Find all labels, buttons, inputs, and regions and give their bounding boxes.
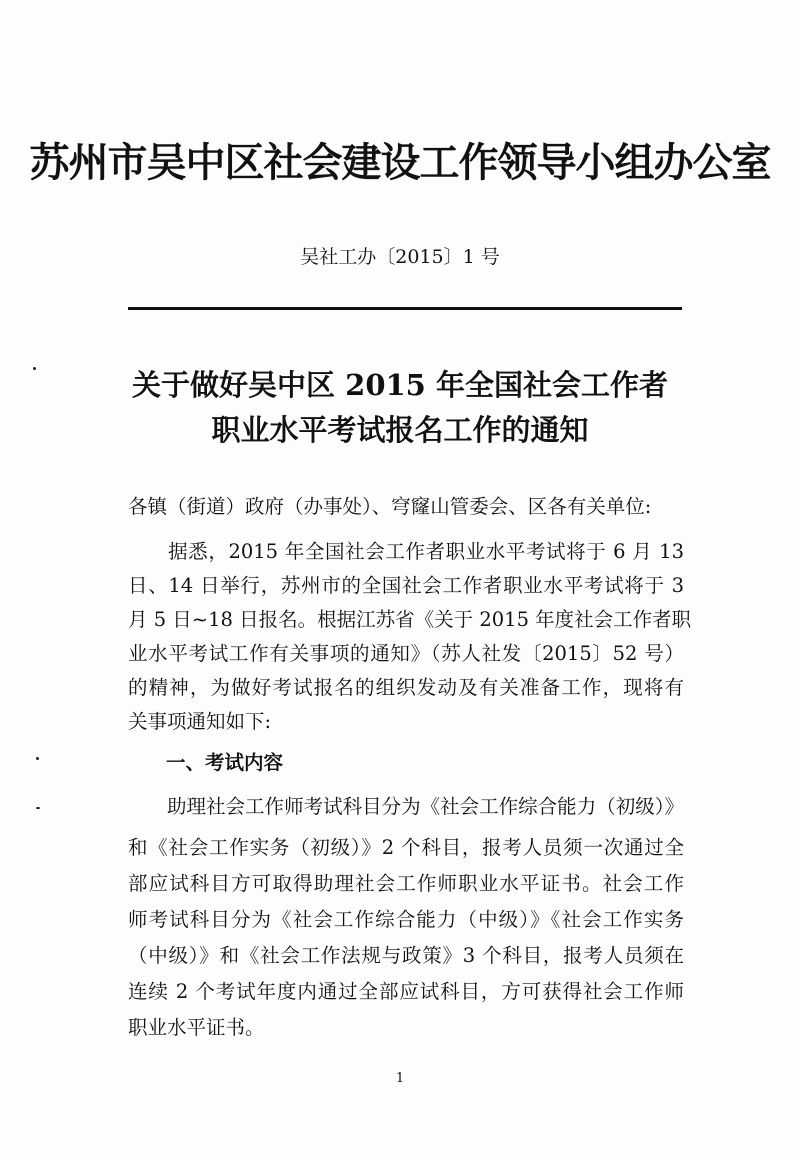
paragraph-2-line: 师考试科目分为《社会工作综合能力（中级）》《社会工作实务	[128, 908, 684, 931]
scan-speck	[36, 757, 39, 760]
notice-title-line-2: 职业水平考试报名工作的通知	[211, 413, 589, 447]
paragraph-1-line: 的精神，为做好考试报名的组织发动及有关准备工作，现将有	[128, 676, 684, 699]
scan-speck	[36, 807, 40, 809]
organization-header: 苏州市吴中区社会建设工作领导小组办公室	[29, 140, 771, 186]
paragraph-2-line: 连续 2 个考试年度内通过全部应试科目，方可获得社会工作师	[128, 980, 684, 1003]
section-heading-exam-content: 一、考试内容	[166, 751, 284, 774]
scan-speck	[33, 367, 36, 370]
header-divider	[128, 307, 682, 310]
paragraph-2-line: 职业水平证书。	[128, 1016, 265, 1039]
paragraph-1-line: 业水平考试工作有关事项的通知》（苏人社发〔2015〕52 号）	[128, 642, 684, 665]
paragraph-2-line: 和《社会工作实务（初级）》2 个科目，报考人员须一次通过全	[128, 836, 684, 859]
salutation: 各镇（街道）政府（办事处）、穹窿山管委会、区各有关单位:	[128, 495, 652, 518]
paragraph-2-line: （中级）》和《社会工作法规与政策》3 个科目，报考人员须在	[128, 944, 684, 967]
page-number: 1	[395, 1071, 405, 1086]
paragraph-2-line: 部应试科目方可取得助理社会工作师职业水平证书。社会工作	[128, 872, 684, 895]
document-number: 吴社工办〔2015〕1 号	[300, 246, 500, 268]
paragraph-2-line: 助理社会工作师考试科目分为《社会工作综合能力（初级）》	[128, 795, 684, 818]
notice-title-line-1: 关于做好吴中区 2015 年全国社会工作者	[132, 368, 668, 402]
paragraph-1-line: 关事项通知如下:	[128, 710, 272, 733]
paragraph-1-line: 月 5 日~18 日报名。根据江苏省《关于 2015 年度社会工作者职	[128, 608, 692, 631]
paragraph-1-line: 日、14 日举行，苏州市的全国社会工作者职业水平考试将于 3	[128, 574, 684, 597]
paragraph-1-line: 据悉，2015 年全国社会工作者职业水平考试将于 6 月 13	[128, 540, 684, 563]
